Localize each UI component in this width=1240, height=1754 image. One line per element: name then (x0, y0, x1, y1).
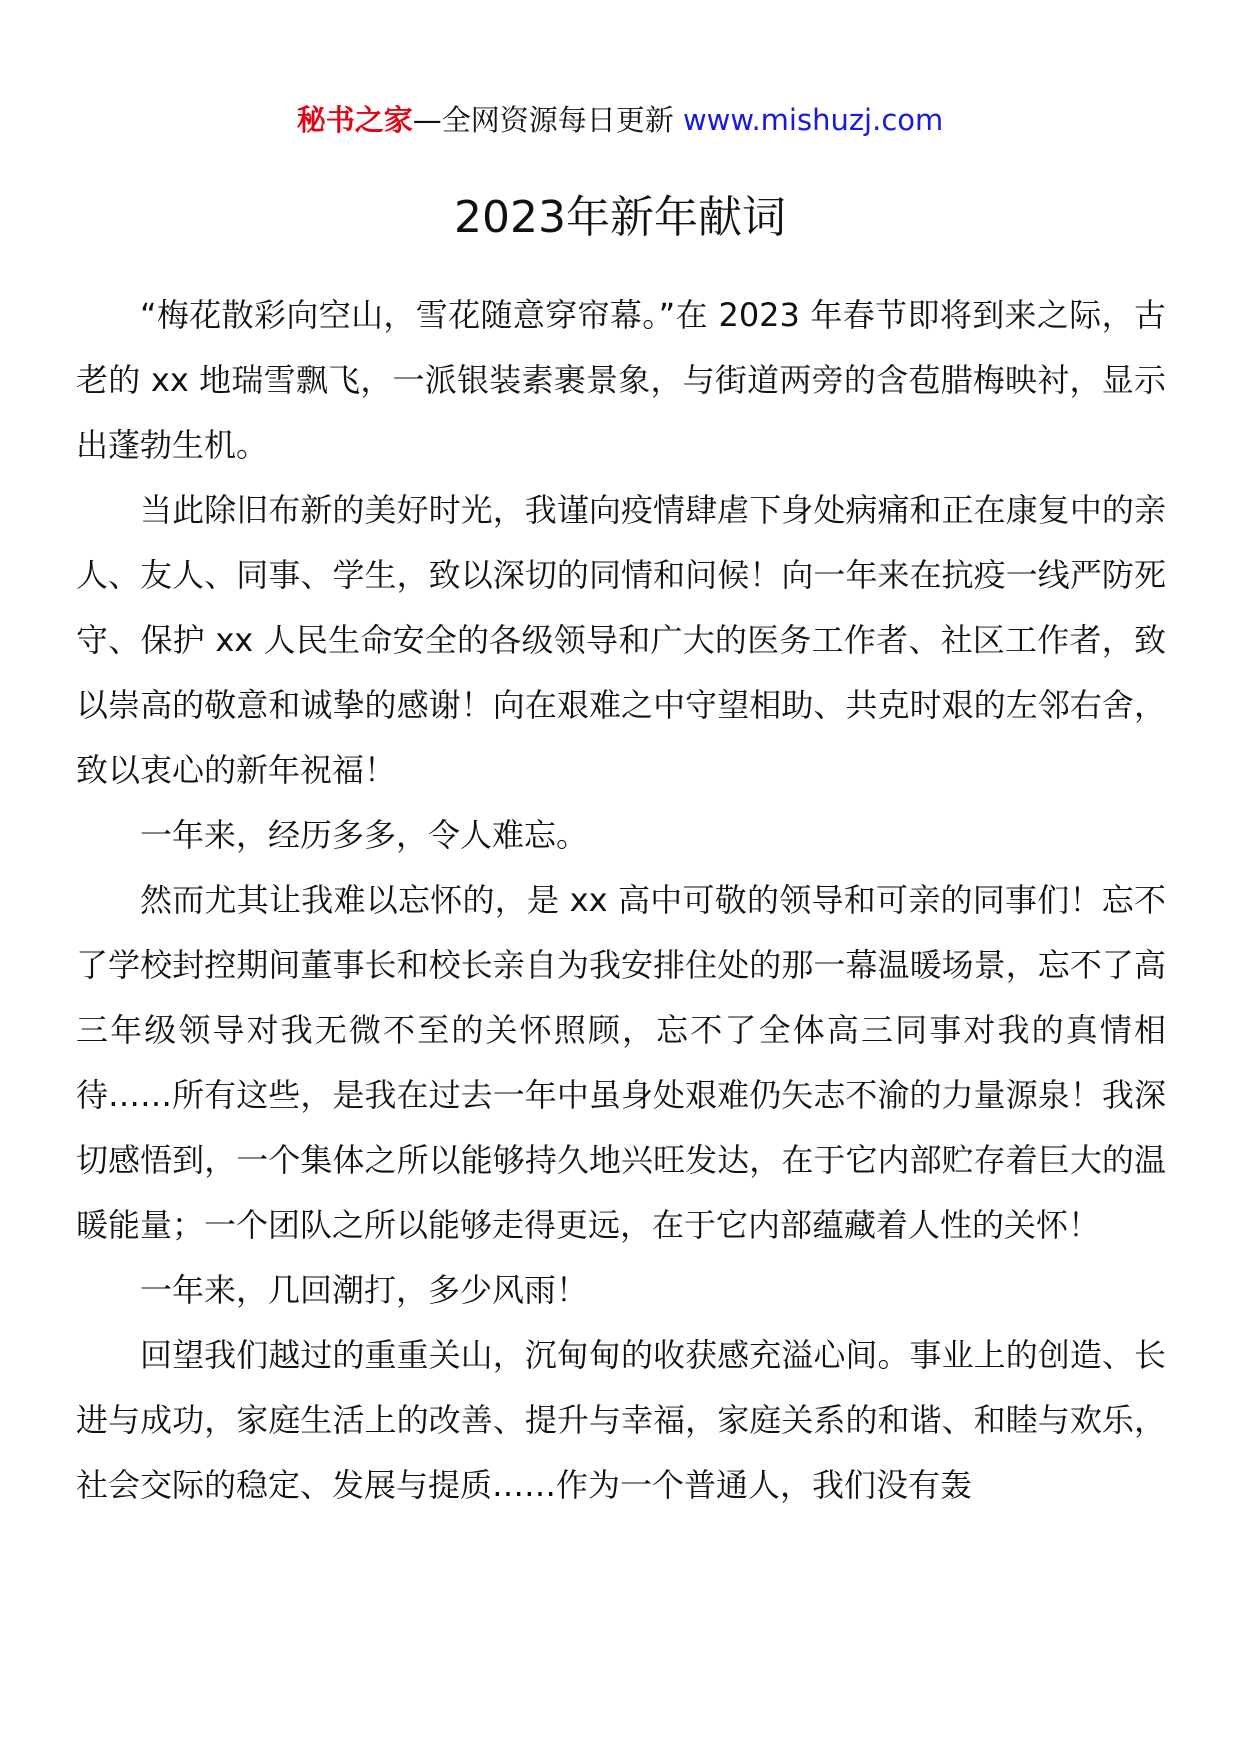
site-brand: 秘书之家 (296, 103, 413, 137)
document-body (76, 283, 1166, 1518)
site-tagline: —全网资源每日更新 (412, 103, 683, 137)
site-header (0, 100, 1240, 140)
paragraph: 一年来，经历多多，令人难忘。 (140, 816, 589, 854)
paragraph: 回望我们越过的重重关山，沉甸甸的收获感充溢心间。事业上的创造、长进与成功，家庭生活上的改善、提升与幸福，家庭关系的和谐、和睦与欢乐，社会交际的稳定、发展与提质……作为一个普通人，我们没有轰 (76, 1336, 1166, 1504)
paragraph: 然而尤其让我难以忘怀的，是 xx 高中可敬的领导和可亲的同事们！忘不了学校封控期间董事长和校长亲自为我安排住处的那一幕温暖场景，忘不了高三年级领导对我无微不至的关怀照顾，忘不了全体高三同事对我的真情相待……所有这些，是我在过去一年中虽身处艰难仍矢志不渝的力量源泉！我深切感悟到，一个集体之所以能够持久地兴旺发达，在于它内部贮存着巨大的温暖能量；一个团队之所以能够走得更远，在于它内部蕴藏着人性的关怀！ (76, 881, 1166, 1244)
paragraph: 一年来，几回潮打，多少风雨！ (140, 1271, 589, 1309)
site-url-link[interactable]: www.mishuzj.com (682, 103, 944, 137)
paragraph: “梅花散彩向空山，雪花随意穿帘幕。”在 2023 年春节即将到来之际，古老的 xx 地瑞雪飘飞，一派银装素裹景象，与街道两旁的含苞腊梅映衬，显示出蓬勃生机。 (76, 296, 1166, 464)
document-title: 2023年新年献词 (454, 192, 786, 243)
paragraph: 当此除旧布新的美好时光，我谨向疫情肆虐下身处病痛和正在康复中的亲人、友人、同事、学生，致以深切的同情和问候！向一年来在抗疫一线严防死守、保护 xx 人民生命安全的各级领导和广大的医务工作者、社区工作者，致以崇高的敬意和诚挚的感谢！向在艰难之中守望相助、共克时艰的左邻右舍，致以衷心的新年祝福！ (76, 491, 1166, 789)
